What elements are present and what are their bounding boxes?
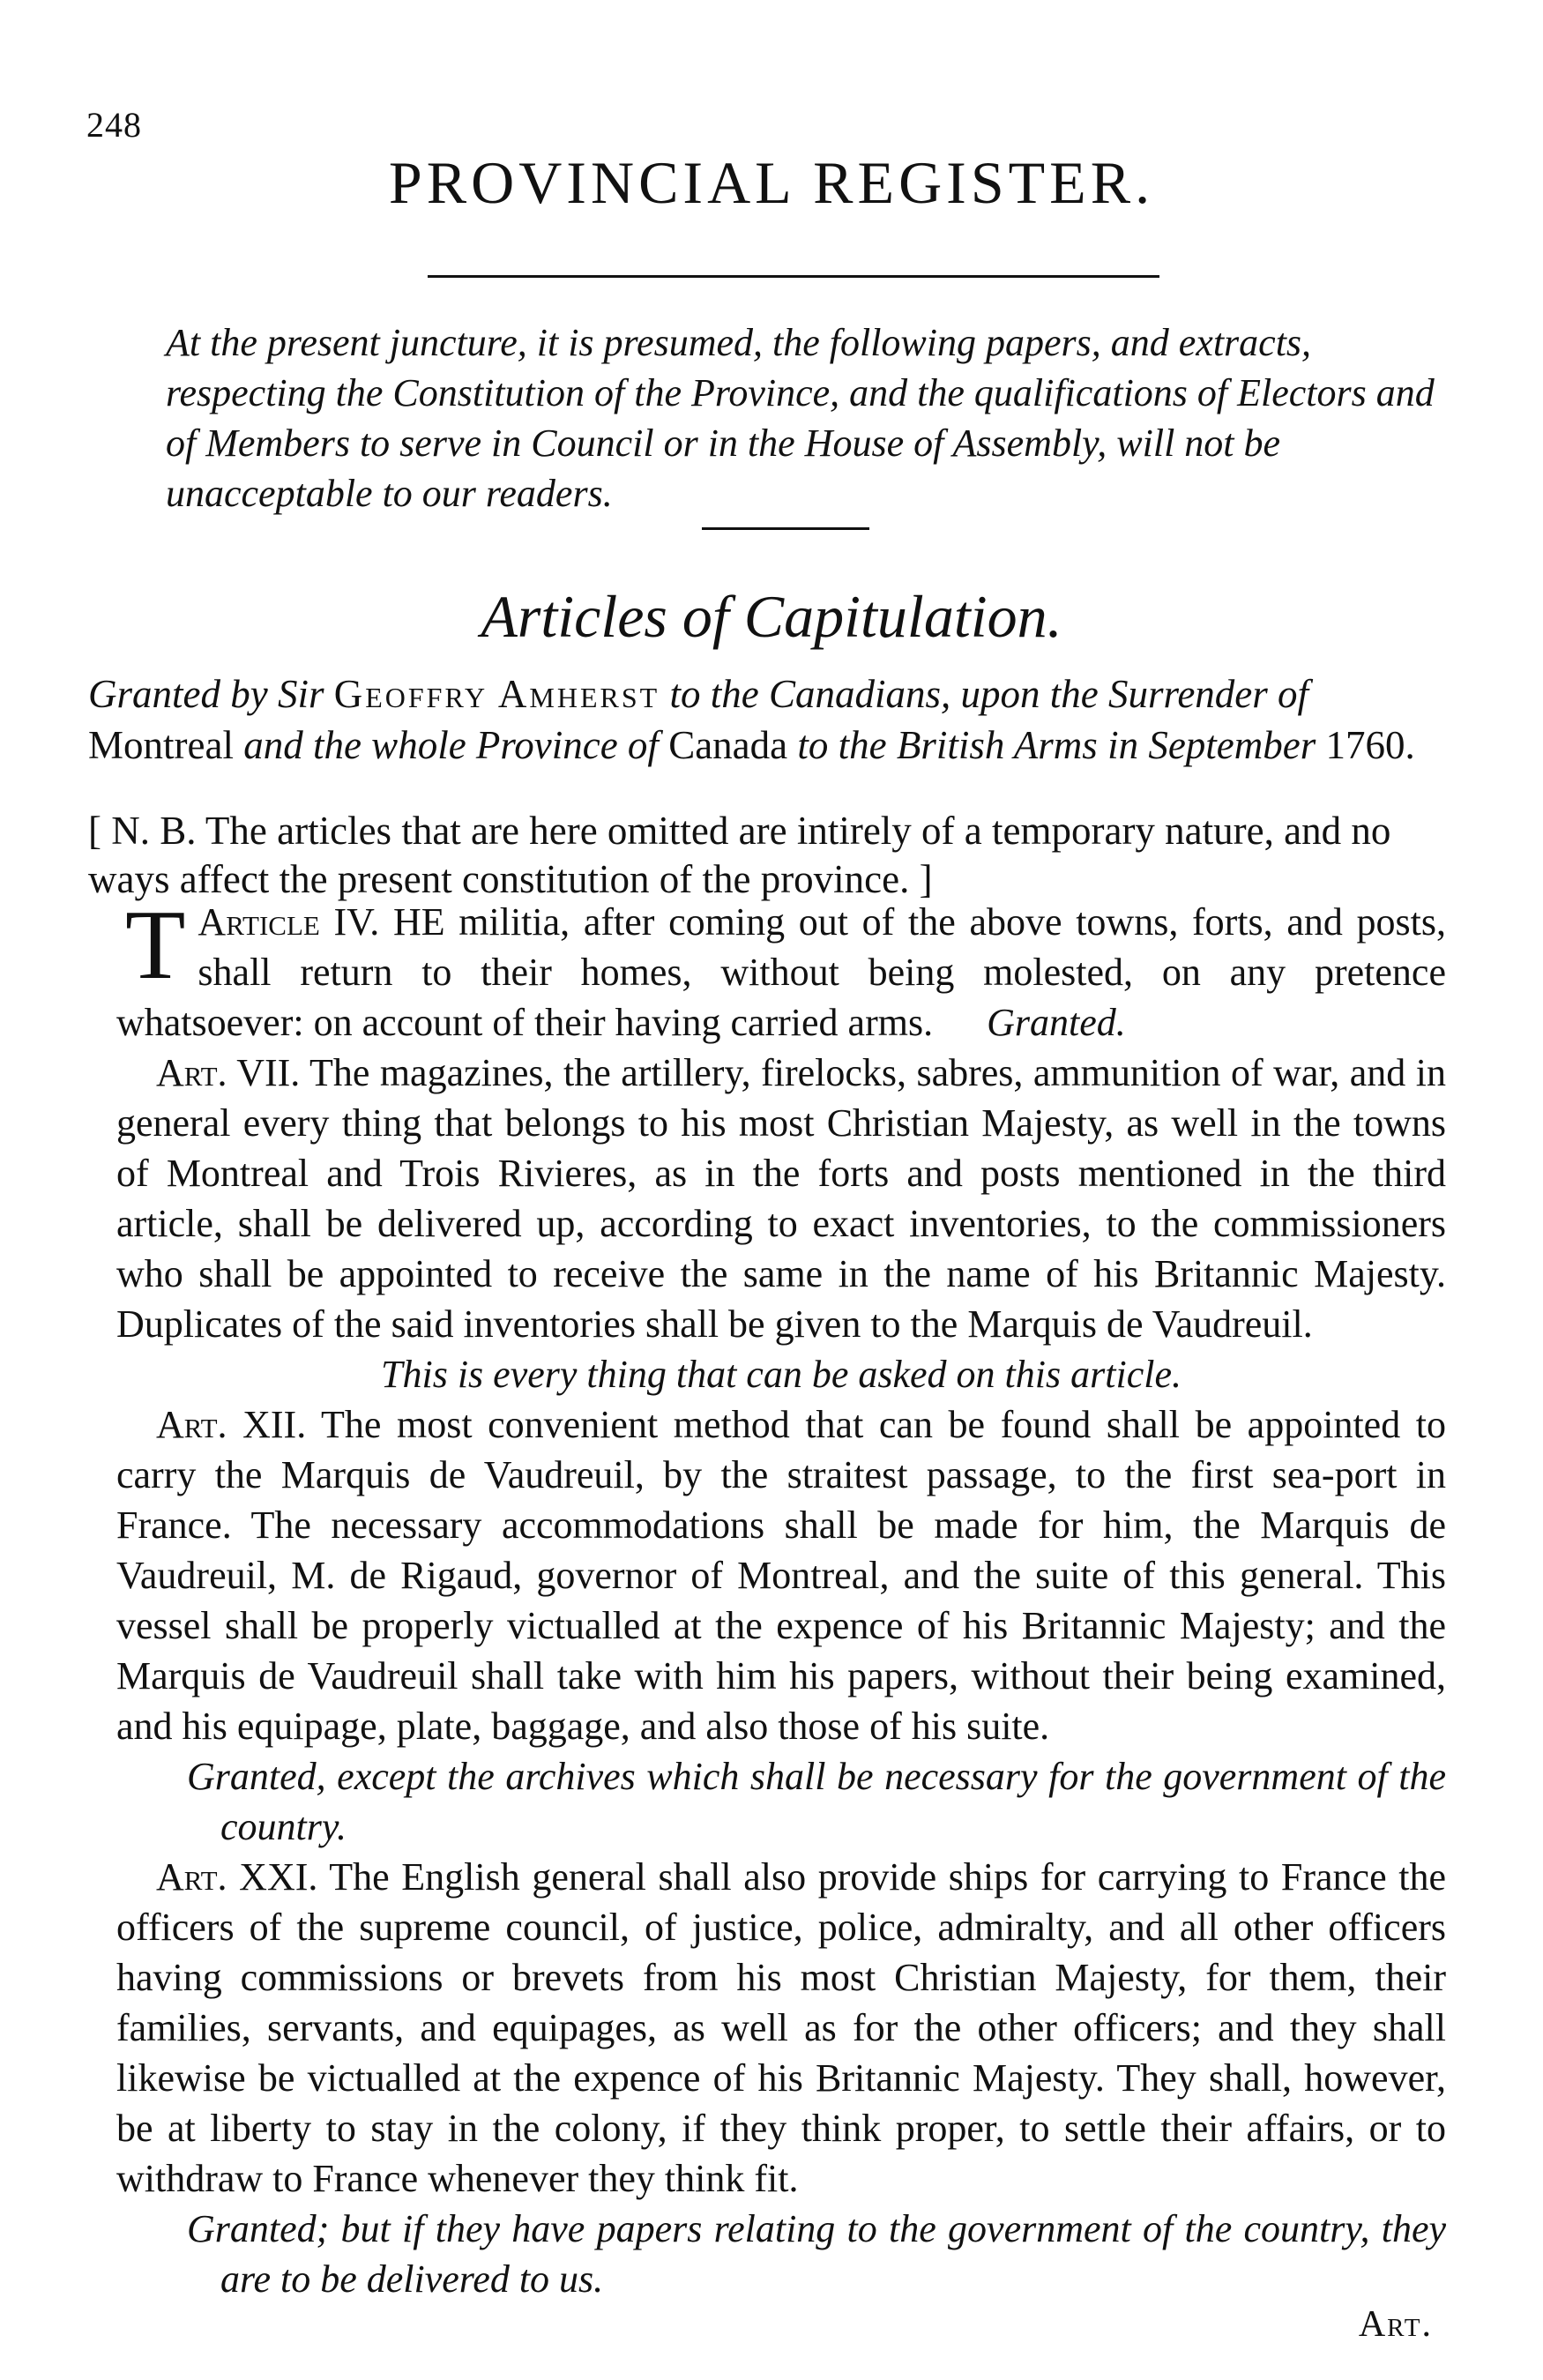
articles-title: Articles of Capitulation. bbox=[481, 583, 1062, 650]
article-label: Article IV. bbox=[198, 900, 380, 944]
article-text: HE militia, after coming out of the above towns, forts, and posts, shall return to their homes, without being molested, on any pretence whatsoever: on account of their having carried arms. bbox=[116, 900, 1447, 1044]
granted-place2: Canada bbox=[668, 723, 788, 767]
intro-paragraph: At the present juncture, it is presumed, the following papers, and extracts, respecting the Constitution of the Province, and the qualifications of Electors and of Members to serve in Council or in the House of Assembly, will not be unacceptable to our readers. bbox=[166, 321, 1435, 515]
article-response: Granted. bbox=[987, 1001, 1126, 1044]
article-label: Art. VII. bbox=[156, 1051, 301, 1094]
article-7 bbox=[116, 1048, 1446, 1349]
running-head: PROVINCIAL REGISTER. bbox=[388, 149, 1155, 216]
header-rule bbox=[428, 275, 1159, 278]
granted-part2: to the Canadians, upon the Surrender of bbox=[669, 672, 1309, 716]
article-label: Art. XXI. bbox=[156, 1855, 318, 1899]
page-number: 248 bbox=[86, 105, 142, 145]
granted-name: Geoffry Amherst bbox=[333, 672, 660, 716]
article-4 bbox=[116, 891, 1447, 1048]
article-label: Art. XII. bbox=[156, 1403, 307, 1446]
granted-heading bbox=[88, 668, 1455, 771]
granted-part4: to the British Arms in September bbox=[797, 723, 1316, 767]
article-response: Granted; but if they have papers relating to the government of the country, they are to be delivered to us. bbox=[187, 2207, 1446, 2301]
article-response: Granted, except the archives which shall be necessary for the government of the country. bbox=[187, 1755, 1446, 1848]
article-12 bbox=[116, 1399, 1446, 1751]
article-response: This is every thing that can be asked on this article. bbox=[381, 1353, 1181, 1396]
granted-year: 1760. bbox=[1325, 723, 1415, 767]
article-text: The most convenient method that can be found shall be appointed to carry the Marquis de Vaudreuil, by the straitest passage, to the first sea-port in France. The necessary accommodations shall be made for him, the Marquis de Vaudreuil, M. de Rigaud, governor of Montreal, and the suite of this general. This vessel shall be properly victualled at the expence of his Britannic Majesty; and the Marquis de Vaudreuil shall take with him his papers, without their being examined, and his equipage, plate, baggage, and also those of his suite. bbox=[116, 1403, 1447, 1748]
granted-part1: Granted by Sir bbox=[88, 672, 324, 716]
article-text: The English general shall also provide ships for carrying to France the officers of the supreme council, of justice, police, admiralty, and all other officers having commissions or brevets from his most Christian Majesty, for them, their families, servants, and equipages, as well as for the other officers; and they shall likewise be victualled at the expence of his Britannic Majesty. They shall, however, be at liberty to stay in the colony, if they think proper, to settle their affairs, or to withdraw to France whenever they think fit. bbox=[116, 1855, 1446, 2200]
section-rule bbox=[702, 527, 869, 530]
granted-place1: Montreal bbox=[88, 723, 234, 767]
article-text: The magazines, the artillery, firelocks, sabres, ammunition of war, and in general every thing that belongs to his most Christian Majesty, as well in the towns of Montreal and Trois Rivieres, as in the forts and posts mentioned in the third article, shall be delivered up, according to exact inventories, to the commissioners who shall be appointed to receive the same in the name of his Britannic Majesty. Duplicates of the said inventories shall be given to the Marquis de Vaudreuil. bbox=[116, 1051, 1446, 1346]
nota-bene: [ N. B. The articles that are here omitted are intirely of a temporary nature, and no ways affect the present constitution of the province. ] bbox=[88, 809, 1391, 901]
drop-cap: T bbox=[125, 891, 186, 1000]
catchword: Art. bbox=[1358, 2304, 1433, 2345]
articles-body bbox=[116, 891, 1447, 2304]
article-21 bbox=[116, 1852, 1446, 2204]
granted-part3: and the whole Province of bbox=[243, 723, 659, 767]
